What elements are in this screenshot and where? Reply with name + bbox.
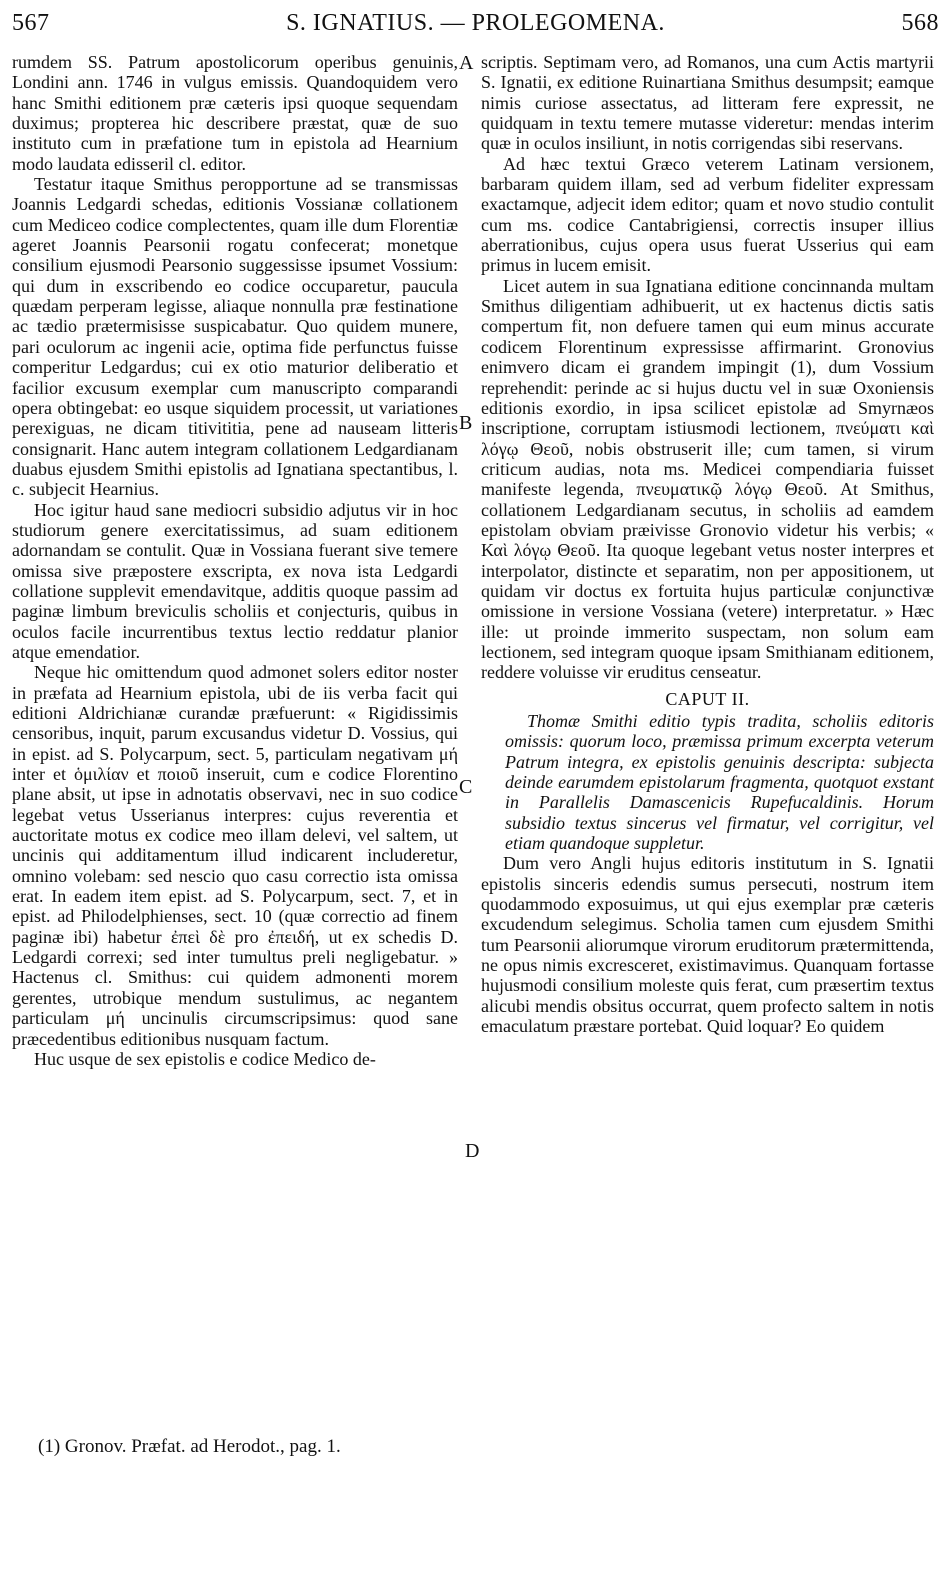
- margin-marker-d: D: [465, 1140, 480, 1162]
- footnote: (1) Gronov. Præfat. ad Herodot., pag. 1.: [38, 1436, 341, 1457]
- running-title: S. IGNATIUS. — PROLEGOMENA.: [286, 10, 665, 36]
- paragraph: Testatur itaque Smithus peropportune ad se transmissas Joannis Ledgardi schedas, editionis Vossianæ collationem cum Mediceo codice complectentes, quam ille dum Florentiæ ageret Joannis Pearsonii rogatu confecerat; monetque consilium ejusmodi Pearsonio suggessisse ipsumet Vossium: qui dum in exscribendo eo codice occuparetur, paucula quædam perperam legisse, aliaque nonnulla præ festinatione ac tædio prætermisisse suspicabatur. Quo quidem munere, pari oculorum ac ingenii acie, optima fide perfunctus fuisse comperitur Ledgardus; cui ex otio maturior deliberatio et facilior excusum exemplar cum manuscripto comparandi opera obtingebat: eo usque siquidem processit, ut variationes perexiguas, ne dicam titivititia, pene ad nauseam litteris consignarit. Hanc autem integram collationem Ledgardianam duabus ejusdem Smithi epistolis ad Ignatiana spectantibus, l. c. subjecit Hearnius.: [12, 174, 458, 500]
- paragraph: scriptis. Septimam vero, ad Romanos, una cum Actis martyrii S. Ignatii, ex editione Ruinartiana Smithus desumpsit; eamque nimis curiose assectatus, ad litteram fere expressit, ne quidquam in textu temere mutasse videretur: mendas interim quæ in oculos insiliunt, in notis corrigendas sibi reservans.: [481, 52, 934, 154]
- margin-marker-b: B: [459, 412, 473, 434]
- paragraph: Hoc igitur haud sane mediocri subsidio adjutus vir in hoc studiorum genere exercitatissimus, ad suam editionem adornandam se contulit. Quæ in Vossiana fuerant sive temere omissa sive præpostere exscripta, ex nova ista Ledgardi collatione supplevit emendavitque, additis quoque passim ad paginæ limbum breviculis scholiis et conjecturis, quibus in oculos facile incurrentibus textus lectio reddatur planior atque emendatior.: [12, 499, 458, 662]
- left-page-number: 567: [12, 10, 50, 36]
- right-column: [481, 52, 934, 1037]
- page-header: [0, 10, 951, 44]
- paragraph: Licet autem in sua Ignatiana editione concinnanda multam Smithus diligentiam adhibuerit, ut ex hactenus dictis satis compertum fit, non defuere tamen qui eum minus accurate codicem Florentinum expressisse affirmarint. Gronovius enimvero dicam ei grandem impingit (1), dum Vossium reprehendit: perinde ac si hujus ductu vel in suæ Oxoniensis editionis exordio, in ipsa scilicet epistolæ ad Smyrnæos inscriptione, corruptam istiusmodi lectionem, πνεύματι καὶ λόγῳ Θεοῦ, nobis obstruserit ille; cum tamen, si virum criticum audias, nota ms. Medicei compendiaria fuisset manifeste legenda, πνευματικῷ λόγῳ Θεοῦ. At Smithus, collationem Ledgardianam secutus, in scholiis ad eamdem epistolam obviam præivisse Gronovio videtur his verbis; « Καὶ λόγῳ Θεοῦ. Ita quoque legebant vetus noster interpres et interpolator, distincte et separatim, non per appositionem, ut quidam vir doctus ex fortuita hujus particulæ conjunctivæ omissione in versione Vossiana (vetere) interpretatur. » Hæc ille: ut proinde immerito suspectam, non solum eam lectionem, sed integram quoque ipsam Smithianam editionem, reddere voluisse vir eruditus censeatur.: [481, 275, 934, 683]
- paragraph: Neque hic omittendum quod admonet solers editor noster in præfata ad Hearnium epistola, ubi de iis verba facit qui editioni Aldrichianæ curandæ præfuerunt: « Rigidissimis censoribus, inquit, parum excusandus videtur D. Vossius, qui in epist. ad S. Polycarpum, sect. 5, particulam negativam μή inter et ὁμιλίαν et ποιοῦ inseruit, cum e codice Florentino plane absit, ut ipse in adnotatis observavi, nec in suo codice legebat vetus Usserianus interpres: cujus reverentia et auctoritate motus ex codice meo illam delevi, vel saltem, ut uncinis qui additamentum illud indicarent includeretur, omnino volebam: sed nescio quo casu correctio ista omissa erat. In eadem item epist. ad S. Polycarpum, sect. 7, et in epist. ad Philodelphienses, sect. 10 (quæ correctio ad finem paginæ ibi) habetur ἐπεὶ δὲ pro ἐπειδή, ut ex schedis D. Ledgardi correxi; sed inter tumultus preli negligebatur. » Hactenus cl. Smithus: cui quidem admonenti morem gerentes, utrobique mendum sustulimus, ac negantem particulam μή uncinulis circumscripsimus: quod sane præcedentibus editionibus nusquam factum.: [12, 662, 458, 1049]
- paragraph: Huc usque de sex epistolis e codice Medico de-: [34, 1048, 376, 1069]
- paragraph: Dum vero Angli hujus editoris institutum in S. Ignatii epistolis sinceris edendis sumus persecuti, nostrum item quodammodo exposuimus, ut qui ejus exemplar præ cæteris excudendum selegimus. Scholia tamen cum ejusdem Smithi tum Pearsonii aliorumque virorum eruditorum prætermittenda, ne opus nimis excresceret, existimavimus. Quanquam fortasse hujusmodi consilium moleste quis ferat, cum præsertim textus alicubi mendis obsitus occurrat, quem profecto saltem in notis emaculatum præstare portebat. Quid loquar? Eo quidem: [481, 853, 934, 1037]
- margin-marker-c: C: [459, 776, 473, 798]
- paragraph: rumdem SS. Patrum apostolicorum operibus genuinis, Londini ann. 1746 in vulgus emissis. Quandoquidem vero hanc Smithi editionem præ cæteris ipsi quoque sequendam duximus; propterea hic describere præstat, quæ de suo instituto cum in præfatione tum in epistola ad Hearnium modo laudata edisseril cl. editor.: [12, 52, 458, 174]
- chapter-summary: Thomæ Smithi editio typis tradita, scholiis editoris omissis: quorum loco, præmissa primum excerpta veterum Patrum integra, ex epistolis genuinis descripta: subjecta deinde earumdem epistolarum fragmenta, quotquot exstant in Parallelis Damascenicis Rupefucaldinis. Horum subsidio textus sincerus vel firmatur, vel corrigitur, vel etiam quandoque suppletur.: [505, 711, 934, 854]
- left-column: [12, 52, 458, 1069]
- margin-marker-a: A: [459, 52, 474, 74]
- chapter-heading: CAPUT II.: [665, 688, 750, 709]
- paragraph: Ad hæc textui Græco veterem Latinam versionem, barbaram quidem illam, sed ad verbum fideliter expressam exactamque, adjecit idem editor; quam et novo studio contulit cum ms. codice Cantabrigiensi, correctis insuper illius aberrationibus, cujus opera usus fuerat Usserius qui eam primus in lucem emisit.: [481, 153, 934, 276]
- right-page-number: 568: [901, 10, 939, 36]
